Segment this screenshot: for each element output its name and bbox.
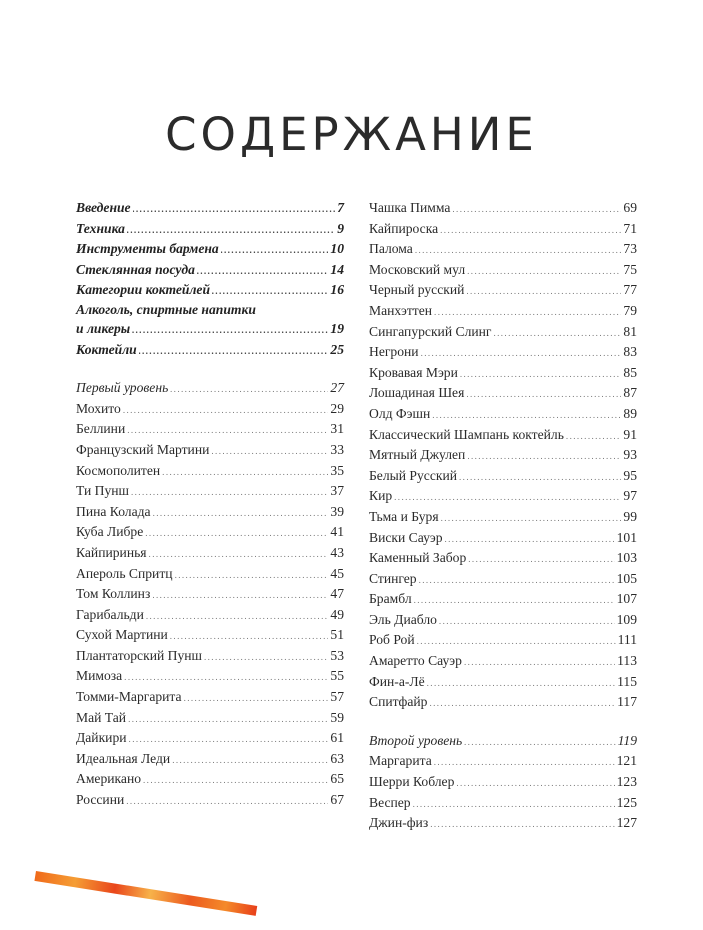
toc-page-number: 119 xyxy=(617,732,637,748)
toc-entry[interactable] xyxy=(76,564,344,585)
toc-leader-dots xyxy=(464,732,615,753)
toc-entry-title: Техника xyxy=(76,220,125,236)
toc-page-number: 14 xyxy=(330,261,344,277)
toc-section-entry[interactable] xyxy=(76,198,344,219)
toc-leader-dots xyxy=(170,626,329,647)
toc-leader-dots xyxy=(427,673,615,694)
toc-leader-dots xyxy=(414,590,615,611)
toc-entry-title: Россини xyxy=(76,792,125,808)
toc-page-number: 31 xyxy=(330,421,344,437)
toc-leader-dots xyxy=(394,487,621,508)
toc-leader-dots xyxy=(131,482,328,503)
toc-entry-title: Спитфайр xyxy=(369,694,428,710)
toc-leader-dots xyxy=(460,364,622,385)
toc-page-number: 25 xyxy=(330,341,344,357)
toc-entry[interactable] xyxy=(369,280,637,301)
toc-section-title: Алкоголь, спиртные напитки xyxy=(76,301,256,317)
toc-leader-dots xyxy=(127,420,328,441)
toc-entry-title: Стингер xyxy=(369,570,417,586)
toc-entry-title: Кир xyxy=(369,488,393,504)
toc-leader-dots xyxy=(432,405,621,426)
toc-right-list xyxy=(369,198,637,713)
toc-level-first[interactable] xyxy=(76,378,344,399)
toc-entry[interactable] xyxy=(369,751,637,772)
toc-page-number: 55 xyxy=(330,668,344,684)
toc-page-number: 65 xyxy=(330,771,344,787)
toc-leader-dots xyxy=(149,544,329,565)
toc-entry[interactable] xyxy=(369,528,637,549)
toc-leader-dots xyxy=(434,302,621,323)
toc-leader-dots xyxy=(430,814,614,835)
toc-entry[interactable] xyxy=(369,219,637,240)
toc-page-number: 125 xyxy=(616,794,637,810)
toc-right-column xyxy=(369,198,637,834)
toc-leader-dots xyxy=(459,467,621,488)
toc-entry-title: Плантаторский Пунш xyxy=(76,647,202,663)
toc-page-number: 53 xyxy=(330,647,344,663)
toc-page-number: 67 xyxy=(330,792,344,808)
toc-entry[interactable] xyxy=(76,584,344,605)
toc-page-number: 49 xyxy=(330,606,344,622)
toc-section-alcohol-line1[interactable] xyxy=(76,301,344,319)
toc-leader-dots xyxy=(466,281,621,302)
toc-entry-title: Лошадиная Шея xyxy=(369,385,465,401)
toc-entry[interactable] xyxy=(369,363,637,384)
toc-level2-list xyxy=(369,751,637,833)
toc-page-number: 45 xyxy=(330,565,344,581)
toc-entry-title: Сухой Мартини xyxy=(76,627,168,643)
toc-entry[interactable] xyxy=(369,322,637,343)
toc-left-column xyxy=(76,198,344,811)
toc-leader-dots xyxy=(417,631,616,652)
toc-entry-title: Каменный Забор xyxy=(369,550,467,566)
toc-entry-title: Белый Русский xyxy=(369,467,458,483)
toc-section-entry[interactable] xyxy=(76,239,344,260)
toc-leader-dots xyxy=(413,794,615,815)
toc-entry[interactable] xyxy=(76,687,344,708)
toc-entry[interactable] xyxy=(369,239,637,260)
toc-page-number: 79 xyxy=(623,302,637,318)
toc-page-number: 10 xyxy=(330,241,344,257)
toc-entry-title: Чашка Пимма xyxy=(369,200,451,215)
toc-entry[interactable] xyxy=(76,440,344,461)
toc-entry[interactable] xyxy=(369,813,637,834)
toc-page-number: 91 xyxy=(623,426,637,442)
toc-page-number: 103 xyxy=(616,550,637,566)
toc-entry-title: Брамбл xyxy=(369,591,412,607)
toc-entry[interactable] xyxy=(369,672,637,693)
toc-entry-title: Сингапурский Слинг xyxy=(369,323,492,339)
toc-leader-dots xyxy=(221,240,329,261)
toc-leader-dots xyxy=(145,523,328,544)
toc-page-number: 16 xyxy=(330,282,344,298)
toc-leader-dots xyxy=(132,320,328,341)
toc-entry[interactable] xyxy=(76,461,344,482)
toc-entry-title: Олд Фэшн xyxy=(369,405,431,421)
toc-page-number: 41 xyxy=(330,524,344,540)
toc-entry-title: Мохито xyxy=(76,400,121,416)
toc-entry-title: Веспер xyxy=(369,794,411,810)
toc-entry-title: Мятный Джулеп xyxy=(369,447,466,463)
toc-leader-dots xyxy=(175,565,329,586)
toc-entry[interactable] xyxy=(369,651,637,672)
toc-entry[interactable] xyxy=(76,522,344,543)
toc-entry-title: Категории коктейлей xyxy=(76,282,211,298)
toc-page-number: 9 xyxy=(337,220,344,236)
toc-entry[interactable] xyxy=(369,548,637,569)
toc-leader-dots xyxy=(146,606,329,627)
toc-entry[interactable] xyxy=(76,625,344,646)
toc-page-number: 77 xyxy=(623,282,637,298)
toc-entry[interactable] xyxy=(369,507,637,528)
toc-entry-title: Джин-физ xyxy=(369,815,429,831)
toc-section-entry[interactable] xyxy=(76,219,344,240)
toc-leader-dots xyxy=(467,446,621,467)
toc-entry[interactable] xyxy=(369,589,637,610)
toc-page-number: 85 xyxy=(623,364,637,380)
toc-entry-title: Космополитен xyxy=(76,462,161,478)
toc-section-title: и ликеры xyxy=(76,320,131,336)
toc-entry[interactable] xyxy=(369,486,637,507)
toc-page-number: 7 xyxy=(337,200,344,215)
toc-page-number: 37 xyxy=(330,483,344,499)
toc-page-number: 35 xyxy=(330,462,344,478)
toc-entry[interactable] xyxy=(369,342,637,363)
toc-entry-title: Манхэттен xyxy=(369,302,433,318)
toc-leader-dots xyxy=(170,379,328,400)
toc-section-alcohol-line2[interactable] xyxy=(76,319,344,340)
toc-page-number: 75 xyxy=(623,261,637,277)
toc-entry-title: Кровавая Мэри xyxy=(369,364,458,380)
toc-entry-title: Том Коллинз xyxy=(76,586,151,602)
toc-leader-dots xyxy=(467,261,621,282)
toc-page-number: 107 xyxy=(616,591,637,607)
toc-page-number: 73 xyxy=(623,241,637,257)
toc-entry[interactable] xyxy=(76,399,344,420)
toc-entry[interactable] xyxy=(76,749,344,770)
toc-entry[interactable] xyxy=(369,198,637,219)
spacer xyxy=(369,713,637,731)
toc-page-number: 33 xyxy=(330,441,344,457)
toc-entry-title: Роб Рой xyxy=(369,632,415,648)
toc-entry[interactable] xyxy=(369,630,637,651)
toc-entry-title: Май Тай xyxy=(76,709,127,725)
toc-leader-dots xyxy=(421,343,622,364)
toc-entry-title: Дайкири xyxy=(76,730,127,746)
toc-entry-title: Фин-а-Лё xyxy=(369,673,425,689)
toc-leader-dots xyxy=(466,384,621,405)
toc-entry-title: Пина Колада xyxy=(76,503,151,519)
toc-entry-title: Кайпиринья xyxy=(76,544,147,560)
toc-entry-title: Мимоза xyxy=(76,668,123,684)
toc-entry[interactable] xyxy=(369,692,637,713)
toc-page-number: 63 xyxy=(330,750,344,766)
toc-leader-dots xyxy=(153,503,329,524)
toc-entry[interactable] xyxy=(369,383,637,404)
toc-sections xyxy=(76,198,344,301)
toc-entry-title: Апероль Спритц xyxy=(76,565,173,581)
toc-section-entry[interactable] xyxy=(76,260,344,281)
toc-leader-dots xyxy=(162,462,328,483)
toc-leader-dots xyxy=(439,611,615,632)
toc-page-number: 101 xyxy=(616,529,637,545)
toc-section-entry[interactable] xyxy=(76,280,344,301)
toc-leader-dots xyxy=(415,240,622,261)
toc-entry-title: Тьма и Буря xyxy=(369,508,439,524)
toc-entry[interactable] xyxy=(76,708,344,729)
toc-entry-title: Инструменты бармена xyxy=(76,241,219,257)
toc-entry-title: Шерри Коблер xyxy=(369,774,455,790)
toc-entry[interactable] xyxy=(369,445,637,466)
toc-entry-title: Гарибальди xyxy=(76,606,144,622)
toc-leader-dots xyxy=(143,770,328,791)
toc-entry[interactable] xyxy=(369,260,637,281)
toc-page-number: 81 xyxy=(623,323,637,339)
toc-page-number: 27 xyxy=(330,380,344,396)
page-title: СОДЕРЖАНИЕ xyxy=(165,108,538,162)
toc-leader-dots xyxy=(129,729,329,750)
toc-leader-dots xyxy=(429,693,615,714)
toc-entry[interactable] xyxy=(76,646,344,667)
toc-leader-dots xyxy=(128,709,328,730)
toc-page-number: 93 xyxy=(623,447,637,463)
toc-leader-dots xyxy=(441,508,622,529)
toc-leader-dots xyxy=(139,341,329,362)
toc-leader-dots xyxy=(419,570,615,591)
toc-entry[interactable] xyxy=(76,605,344,626)
toc-entry-title: Введение xyxy=(76,200,131,215)
toc-level-title: Второй уровень xyxy=(369,732,463,748)
spacer xyxy=(76,360,344,378)
toc-entry[interactable] xyxy=(76,666,344,687)
toc-entry-title: Ти Пунш xyxy=(76,483,129,499)
toc-entry[interactable] xyxy=(369,466,637,487)
toc-entry[interactable] xyxy=(369,610,637,631)
toc-level-title: Первый уровень xyxy=(76,380,169,396)
toc-section-title: Коктейли xyxy=(76,341,137,357)
toc-leader-dots xyxy=(468,549,614,570)
toc-entry-title: Классический Шампань коктейль xyxy=(369,426,564,442)
toc-leader-dots xyxy=(197,261,328,282)
toc-page-number: 89 xyxy=(623,405,637,421)
toc-page-number: 61 xyxy=(330,730,344,746)
toc-page-number: 113 xyxy=(617,653,637,669)
toc-entry-title: Эль Диабло xyxy=(369,611,437,627)
toc-entry-title: Маргарита xyxy=(369,753,432,769)
toc-page-number: 123 xyxy=(616,774,637,790)
toc-entry-title: Московский мул xyxy=(369,261,466,277)
toc-entry-title: Палома xyxy=(369,241,413,257)
toc-entry-title: Виски Сауэр xyxy=(369,529,443,545)
toc-entry[interactable] xyxy=(76,419,344,440)
toc-entry[interactable] xyxy=(369,772,637,793)
toc-leader-dots xyxy=(123,400,329,421)
toc-page-number: 39 xyxy=(330,503,344,519)
toc-section-cocktails[interactable] xyxy=(76,340,344,361)
toc-leader-dots xyxy=(445,529,615,550)
toc-entry[interactable] xyxy=(76,728,344,749)
toc-entry[interactable] xyxy=(369,301,637,322)
toc-page-number: 71 xyxy=(623,220,637,236)
toc-page-number: 109 xyxy=(616,611,637,627)
toc-leader-dots xyxy=(434,752,615,773)
toc-leader-dots xyxy=(152,585,328,606)
toc-entry-title: Амаретто Сауэр xyxy=(369,653,462,669)
toc-leader-dots xyxy=(126,791,328,812)
toc-entry-title: Американо xyxy=(76,771,142,787)
toc-leader-dots xyxy=(211,441,328,462)
toc-entry[interactable] xyxy=(76,502,344,523)
toc-page-number: 29 xyxy=(330,400,344,416)
toc-level1-list xyxy=(76,399,344,811)
toc-page-number: 97 xyxy=(623,488,637,504)
toc-page-number: 121 xyxy=(616,753,637,769)
toc-entry[interactable] xyxy=(369,404,637,425)
toc-leader-dots xyxy=(464,652,615,673)
toc-page-number: 59 xyxy=(330,709,344,725)
toc-page-number: 87 xyxy=(623,385,637,401)
toc-entry-title: Идеальная Леди xyxy=(76,750,171,766)
toc-entry[interactable] xyxy=(76,543,344,564)
toc-leader-dots xyxy=(127,220,335,241)
toc-entry-title: Кайпироска xyxy=(369,220,439,236)
toc-leader-dots xyxy=(204,647,328,668)
toc-leader-dots xyxy=(456,773,614,794)
toc-entry[interactable] xyxy=(76,769,344,790)
toc-entry-title: Негрони xyxy=(369,344,419,360)
toc-leader-dots xyxy=(440,220,621,241)
toc-entry[interactable] xyxy=(76,790,344,811)
toc-page-number: 69 xyxy=(623,200,637,215)
toc-entry-title: Стеклянная посуда xyxy=(76,261,195,277)
toc-entry-title: Томми-Маргарита xyxy=(76,689,182,705)
toc-page-number: 51 xyxy=(330,627,344,643)
toc-entry[interactable] xyxy=(76,481,344,502)
toc-level-second[interactable] xyxy=(369,731,637,752)
toc-page-number: 115 xyxy=(617,673,637,689)
toc-entry-title: Французский Мартини xyxy=(76,441,210,457)
toc-page-number: 83 xyxy=(623,344,637,360)
toc-page-number: 99 xyxy=(623,508,637,524)
toc-leader-dots xyxy=(566,426,621,447)
toc-entry[interactable] xyxy=(369,793,637,814)
toc-entry-title: Беллини xyxy=(76,421,126,437)
toc-entry[interactable] xyxy=(369,569,637,590)
toc-page-number: 57 xyxy=(330,689,344,705)
toc-entry-title: Куба Либре xyxy=(76,524,144,540)
toc-page-number: 43 xyxy=(330,544,344,560)
toc-page-number: 47 xyxy=(330,586,344,602)
toc-page-number: 127 xyxy=(616,815,637,831)
toc-page-number: 19 xyxy=(330,320,344,336)
toc-entry-title: Черный русский xyxy=(369,282,465,298)
toc-page-number: 117 xyxy=(617,694,637,710)
toc-entry[interactable] xyxy=(369,425,637,446)
toc-leader-dots xyxy=(212,281,328,302)
toc-page-number: 105 xyxy=(616,570,637,586)
toc-page-number: 111 xyxy=(617,632,637,648)
toc-leader-dots xyxy=(452,199,621,220)
decorative-orange-stripe xyxy=(34,871,257,916)
toc-leader-dots xyxy=(184,688,329,709)
toc-page-number: 95 xyxy=(623,467,637,483)
toc-leader-dots xyxy=(124,667,328,688)
toc-leader-dots xyxy=(172,750,328,771)
toc-leader-dots xyxy=(133,199,336,220)
toc-leader-dots xyxy=(493,323,621,344)
